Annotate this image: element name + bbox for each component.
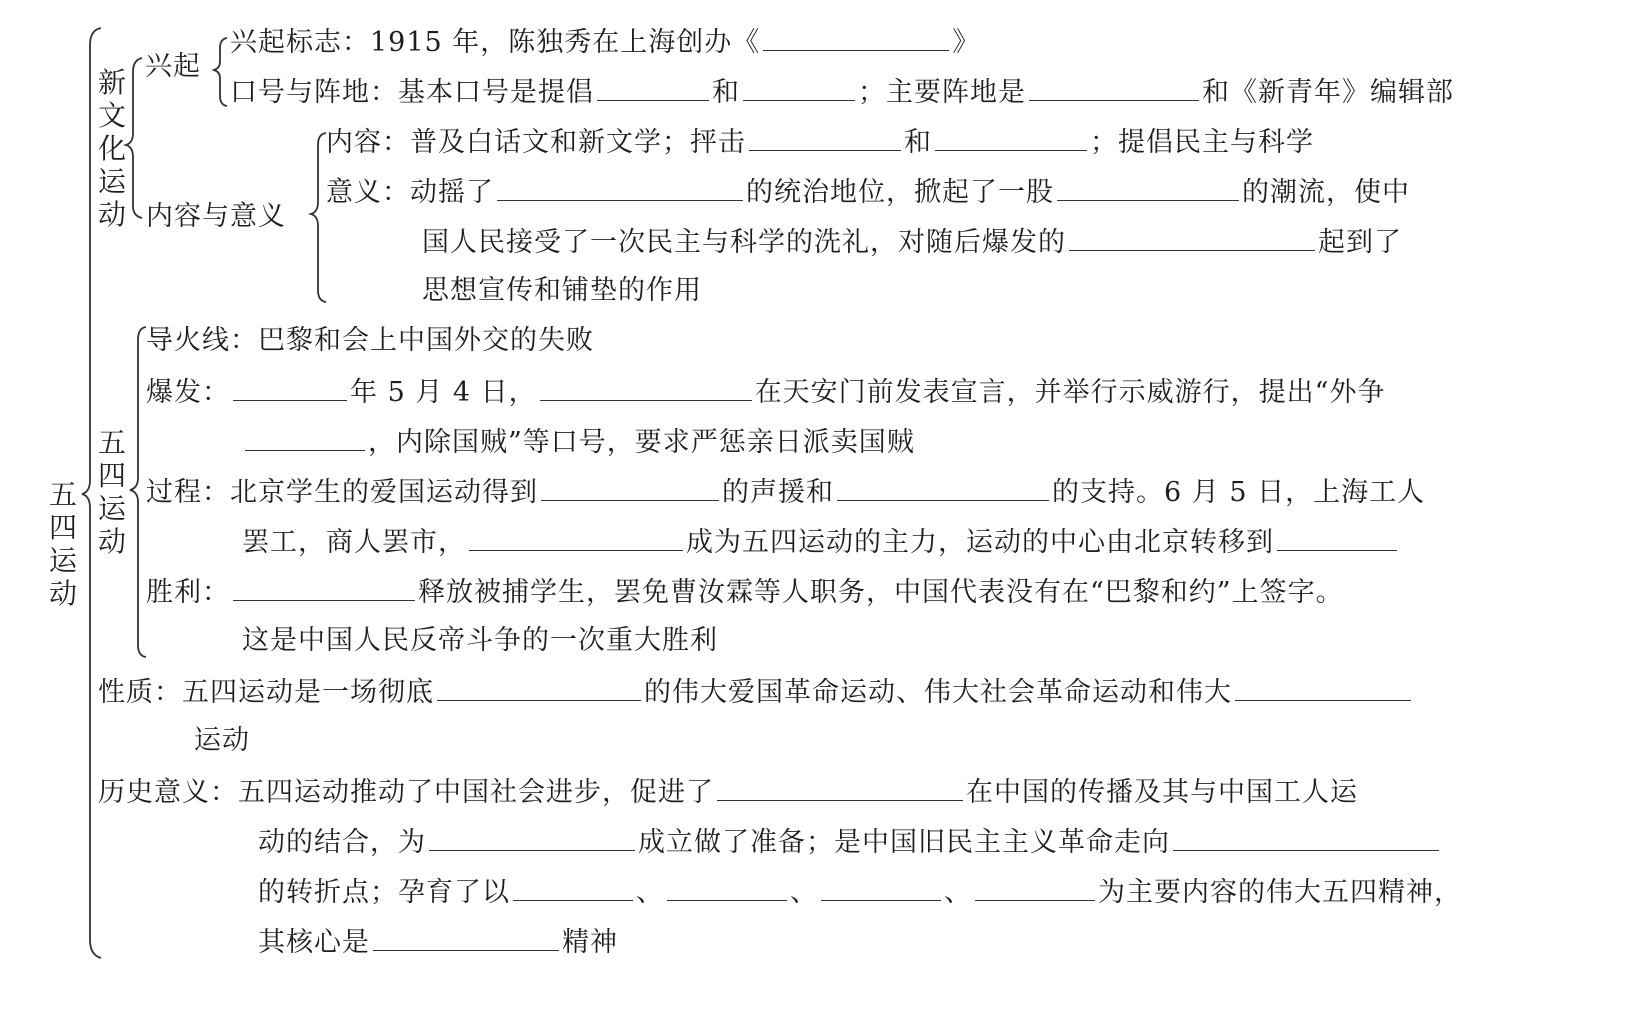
lishi-line-1 (98, 774, 1358, 810)
shengli-line-1 (146, 574, 1344, 610)
guocheng-a: 北京学生的爱国运动得到 (230, 477, 538, 508)
blank-9[interactable] (1069, 224, 1315, 251)
blank-12[interactable] (245, 424, 365, 451)
xingqi-brace (214, 38, 227, 106)
wusi-vertical-title (97, 426, 127, 558)
biaozhi-end: 》 (952, 27, 981, 58)
baofa-line-2 (242, 424, 915, 460)
xingzhi-line-1 (98, 674, 1414, 710)
blank-6[interactable] (935, 124, 1087, 151)
content-he: 和 (904, 127, 932, 158)
blank-15[interactable] (469, 524, 683, 551)
blank-22[interactable] (1173, 824, 1439, 851)
content-a: 内容：普及白话文和新文学；抨击 (326, 127, 746, 158)
guocheng-line-1 (146, 474, 1425, 510)
blank-27[interactable] (373, 924, 559, 951)
guocheng-label: 过程： (146, 477, 230, 508)
blank-17[interactable] (233, 574, 415, 601)
yiyi-c: 的潮流，使中 (1242, 177, 1410, 208)
kouhao-text: 口号与阵地：基本口号是提倡 (230, 77, 594, 108)
lishi-h: 精神 (562, 927, 618, 958)
lishi-sep-1: 、 (636, 877, 664, 908)
xingzhi-line-2: 运动 (194, 725, 250, 756)
blank-16[interactable] (1277, 524, 1397, 551)
wusi-title-text: 五四运动 (97, 426, 126, 558)
blank-7[interactable] (497, 174, 743, 201)
blank-10[interactable] (233, 374, 347, 401)
blank-14[interactable] (837, 474, 1049, 501)
blank-4[interactable] (1029, 74, 1199, 101)
guocheng-e: 成为五四运动的主力，运动的中心由北京转移到 (686, 527, 1274, 558)
lishi-line-2 (258, 824, 1442, 860)
shengli-label: 胜利： (146, 577, 230, 608)
zhendi-text: ；主要阵地是 (858, 77, 1026, 108)
yiyi-b: 的统治地位，掀起了一股 (746, 177, 1054, 208)
blank-2[interactable] (597, 74, 709, 101)
kouhao-line (230, 74, 1454, 110)
yiyi-line2-a: 国人民接受了一次民主与科学的洗礼，对随后爆发的 (422, 227, 1066, 258)
blank-1[interactable] (763, 24, 949, 51)
kouhao-he: 和 (712, 77, 740, 108)
xingzhi-a: 性质：五四运动是一场彻底 (98, 677, 434, 708)
yiyi-a: 意义：动摇了 (326, 177, 494, 208)
blank-3[interactable] (743, 74, 855, 101)
blank-23[interactable] (513, 874, 633, 901)
topic-text: 五四运动 (48, 478, 77, 610)
topic-vertical-title (48, 478, 78, 610)
lishi-line-4 (258, 924, 618, 960)
baofa-label: 爆发： (146, 377, 230, 408)
shengli-line-2: 这是中国人民反帝斗争的一次重大胜利 (242, 625, 718, 656)
lishi-line-3 (258, 874, 1462, 910)
xwh-brace (126, 58, 142, 218)
blank-19[interactable] (1235, 674, 1411, 701)
xingqi-biaozhi-line (230, 24, 980, 60)
blank-25[interactable] (821, 874, 941, 901)
blank-18[interactable] (437, 674, 641, 701)
blank-13[interactable] (541, 474, 719, 501)
yiyi-line-2 (422, 224, 1402, 260)
blank-11[interactable] (540, 374, 752, 401)
baofa-a: 年 5 月 4 日， (350, 377, 537, 408)
baofa-b: 在天安门前发表宣言，并举行示威游行，提出“外争 (754, 377, 1386, 408)
content-line (326, 124, 1314, 160)
guocheng-d: 罢工，商人罢市， (242, 527, 466, 558)
guocheng-line-2 (242, 524, 1400, 560)
lishi-sep-2: 、 (790, 877, 818, 908)
biaozhi-text: 兴起标志：1915 年，陈独秀在上海创办《 (230, 27, 761, 58)
guocheng-b: 的声援和 (722, 477, 834, 508)
content-b: ；提倡民主与科学 (1090, 127, 1314, 158)
blank-26[interactable] (975, 874, 1095, 901)
neirong-brace (311, 133, 326, 302)
lishi-sep-3: 、 (944, 877, 972, 908)
lishi-b: 在中国的传播及其与中国工人运 (966, 777, 1358, 808)
zhendi-end: 和《新青年》编辑部 (1202, 77, 1454, 108)
blank-21[interactable] (429, 824, 635, 851)
baofa-line-1 (146, 374, 1386, 410)
lishi-e: 的转折点；孕育了以 (258, 877, 510, 908)
xwh-vertical-title (97, 66, 127, 231)
blank-24[interactable] (667, 874, 787, 901)
yiyi-line-1 (326, 174, 1410, 210)
wusi-brace (130, 327, 146, 657)
daohuoxian-line: 导火线：巴黎和会上中国外交的失败 (146, 325, 594, 356)
baofa-c: ，内除国贼”等口号，要求严惩亲日派卖国贼 (368, 427, 915, 458)
neirong-label: 内容与意义 (146, 201, 286, 232)
blank-20[interactable] (717, 774, 963, 801)
yiyi-line2-b: 起到了 (1318, 227, 1402, 258)
guocheng-c: 的支持。6 月 5 日，上海工人 (1052, 477, 1426, 508)
xwh-title-text: 新文化运动 (97, 66, 126, 231)
blank-5[interactable] (749, 124, 901, 151)
xingzhi-b: 的伟大爱国革命运动、伟大社会革命运动和伟大 (644, 677, 1232, 708)
yiyi-line-3: 思想宣传和铺垫的作用 (422, 275, 702, 306)
shengli-a: 释放被捕学生，罢免曹汝霖等人职务，中国代表没有在“巴黎和约”上签字。 (418, 577, 1344, 608)
lishi-c: 动的结合，为 (258, 827, 426, 858)
xingqi-label: 兴起 (145, 51, 201, 82)
lishi-f: 为主要内容的伟大五四精神， (1098, 877, 1462, 908)
lishi-a: 历史意义：五四运动推动了中国社会进步，促进了 (98, 777, 714, 808)
lishi-g: 其核心是 (258, 927, 370, 958)
lishi-d: 成立做了准备；是中国旧民主主义革命走向 (638, 827, 1170, 858)
blank-8[interactable] (1057, 174, 1239, 201)
